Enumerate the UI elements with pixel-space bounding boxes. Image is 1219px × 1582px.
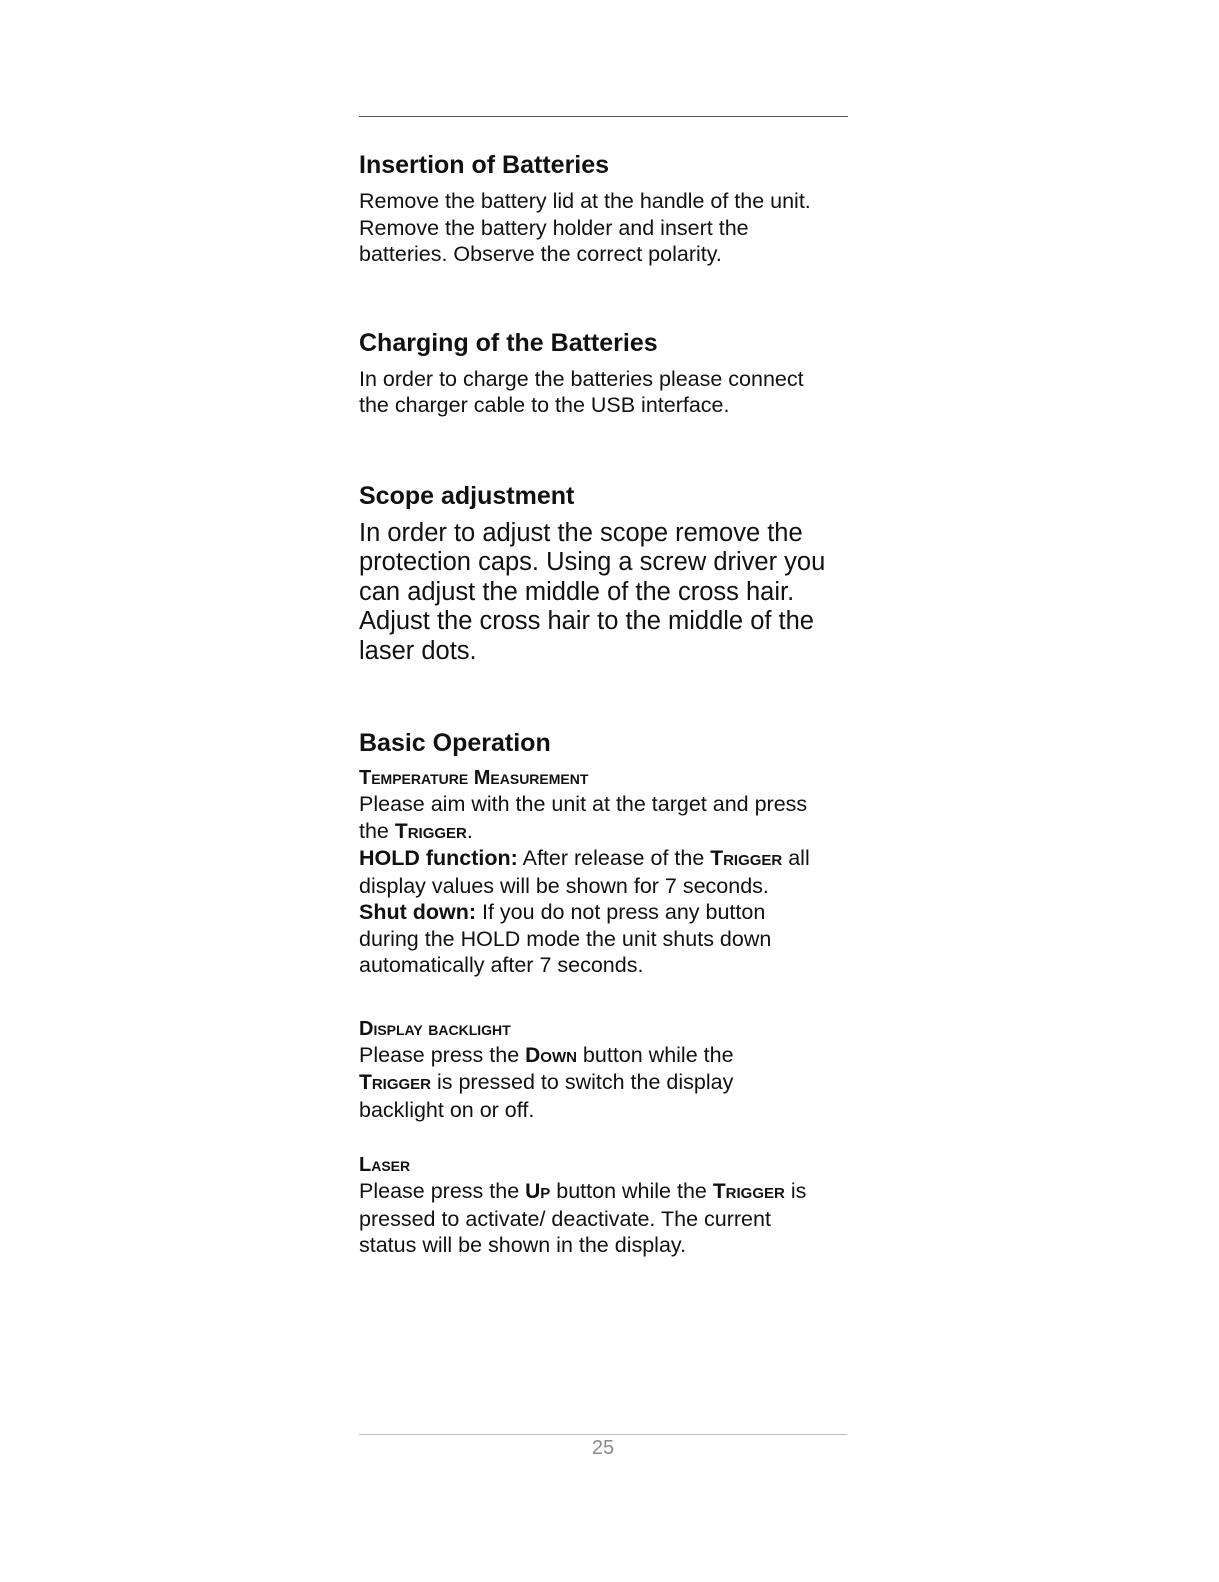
- subsection-laser: [359, 1153, 859, 1259]
- text-line: batteries. Observe the correct polarity.: [359, 242, 722, 266]
- text-line: pressed to activate/ deactivate. The current: [359, 1206, 771, 1231]
- section-heading-scope: Scope adjustment: [359, 481, 575, 510]
- text-line: Remove the battery lid at the handle of the unit.: [359, 189, 811, 213]
- trigger-term: Trigger: [359, 1071, 431, 1094]
- subsection-temperature-measurement: [359, 766, 859, 979]
- scope-paragraph: [359, 519, 859, 667]
- text-line: the charger cable to the USB interface.: [359, 393, 730, 417]
- text-fragment: Please press the: [359, 1179, 526, 1203]
- text-line: display values will be shown for 7 seconds.: [359, 873, 769, 898]
- section-charging-of-batteries: [359, 326, 859, 419]
- top-divider: [359, 116, 848, 117]
- text-line: In order to charge the batteries please connect: [359, 366, 804, 391]
- page-content: [359, 148, 859, 1259]
- page-number: 25: [591, 1437, 615, 1459]
- text-line: during the HOLD mode the unit shuts down: [359, 926, 772, 951]
- text-fragment: button while the: [550, 1179, 713, 1203]
- text-line: Adjust the cross hair to the middle of the: [359, 607, 814, 635]
- section-insertion-of-batteries: [359, 148, 859, 268]
- trigger-term: Trigger: [712, 1180, 785, 1203]
- text-line: In order to adjust the scope remove the: [359, 518, 803, 547]
- text-line: can adjust the middle of the cross hair.: [359, 577, 795, 606]
- charging-paragraph: [359, 366, 859, 419]
- text-fragment: Please press the: [359, 1042, 526, 1067]
- text-line: laser dots.: [359, 636, 477, 665]
- subheading-laser: Laser: [359, 1154, 411, 1176]
- laser-paragraph: [359, 1178, 859, 1259]
- subsection-display-backlight: [359, 1017, 859, 1124]
- backlight-paragraph: [359, 1042, 859, 1124]
- up-button-term: Up: [525, 1180, 551, 1203]
- subheading-display-backlight: Display backlight: [359, 1017, 511, 1040]
- temperature-paragraph: [359, 791, 859, 979]
- insertion-paragraph: [359, 188, 859, 268]
- text-fragment: the: [359, 818, 395, 843]
- text-fragment: .: [466, 818, 473, 843]
- shut-down-label: Shut down:: [359, 900, 477, 924]
- section-scope-adjustment: [359, 479, 859, 667]
- section-heading-basic-operation: Basic Operation: [359, 729, 551, 757]
- text-line: status will be shown in the display.: [359, 1233, 687, 1257]
- text-line: Remove the battery holder and insert the: [359, 215, 749, 240]
- section-heading-insertion: Insertion of Batteries: [359, 151, 610, 179]
- text-line: automatically after 7 seconds.: [359, 953, 644, 977]
- footer-divider: [359, 1434, 847, 1435]
- trigger-term: Trigger: [394, 819, 467, 843]
- down-button-term: Down: [525, 1043, 577, 1067]
- text-fragment: If you do not press any button: [476, 900, 766, 924]
- text-line: Please aim with the unit at the target and press: [359, 792, 808, 816]
- text-fragment: is pressed to switch the display: [431, 1070, 734, 1094]
- section-basic-operation: [359, 726, 859, 1259]
- text-line: backlight on or off.: [359, 1097, 535, 1122]
- subheading-temperature-measurement: Temperature Measurement: [359, 767, 589, 789]
- hold-function-label: HOLD function:: [359, 846, 518, 870]
- section-heading-charging: Charging of the Batteries: [359, 328, 658, 357]
- text-line: protection caps. Using a screw driver you: [359, 548, 826, 576]
- text-fragment: After release of the: [517, 846, 711, 870]
- text-fragment: is: [784, 1179, 807, 1203]
- trigger-term: Trigger: [710, 847, 783, 870]
- text-fragment: all: [782, 846, 810, 870]
- text-fragment: button while the: [576, 1042, 734, 1067]
